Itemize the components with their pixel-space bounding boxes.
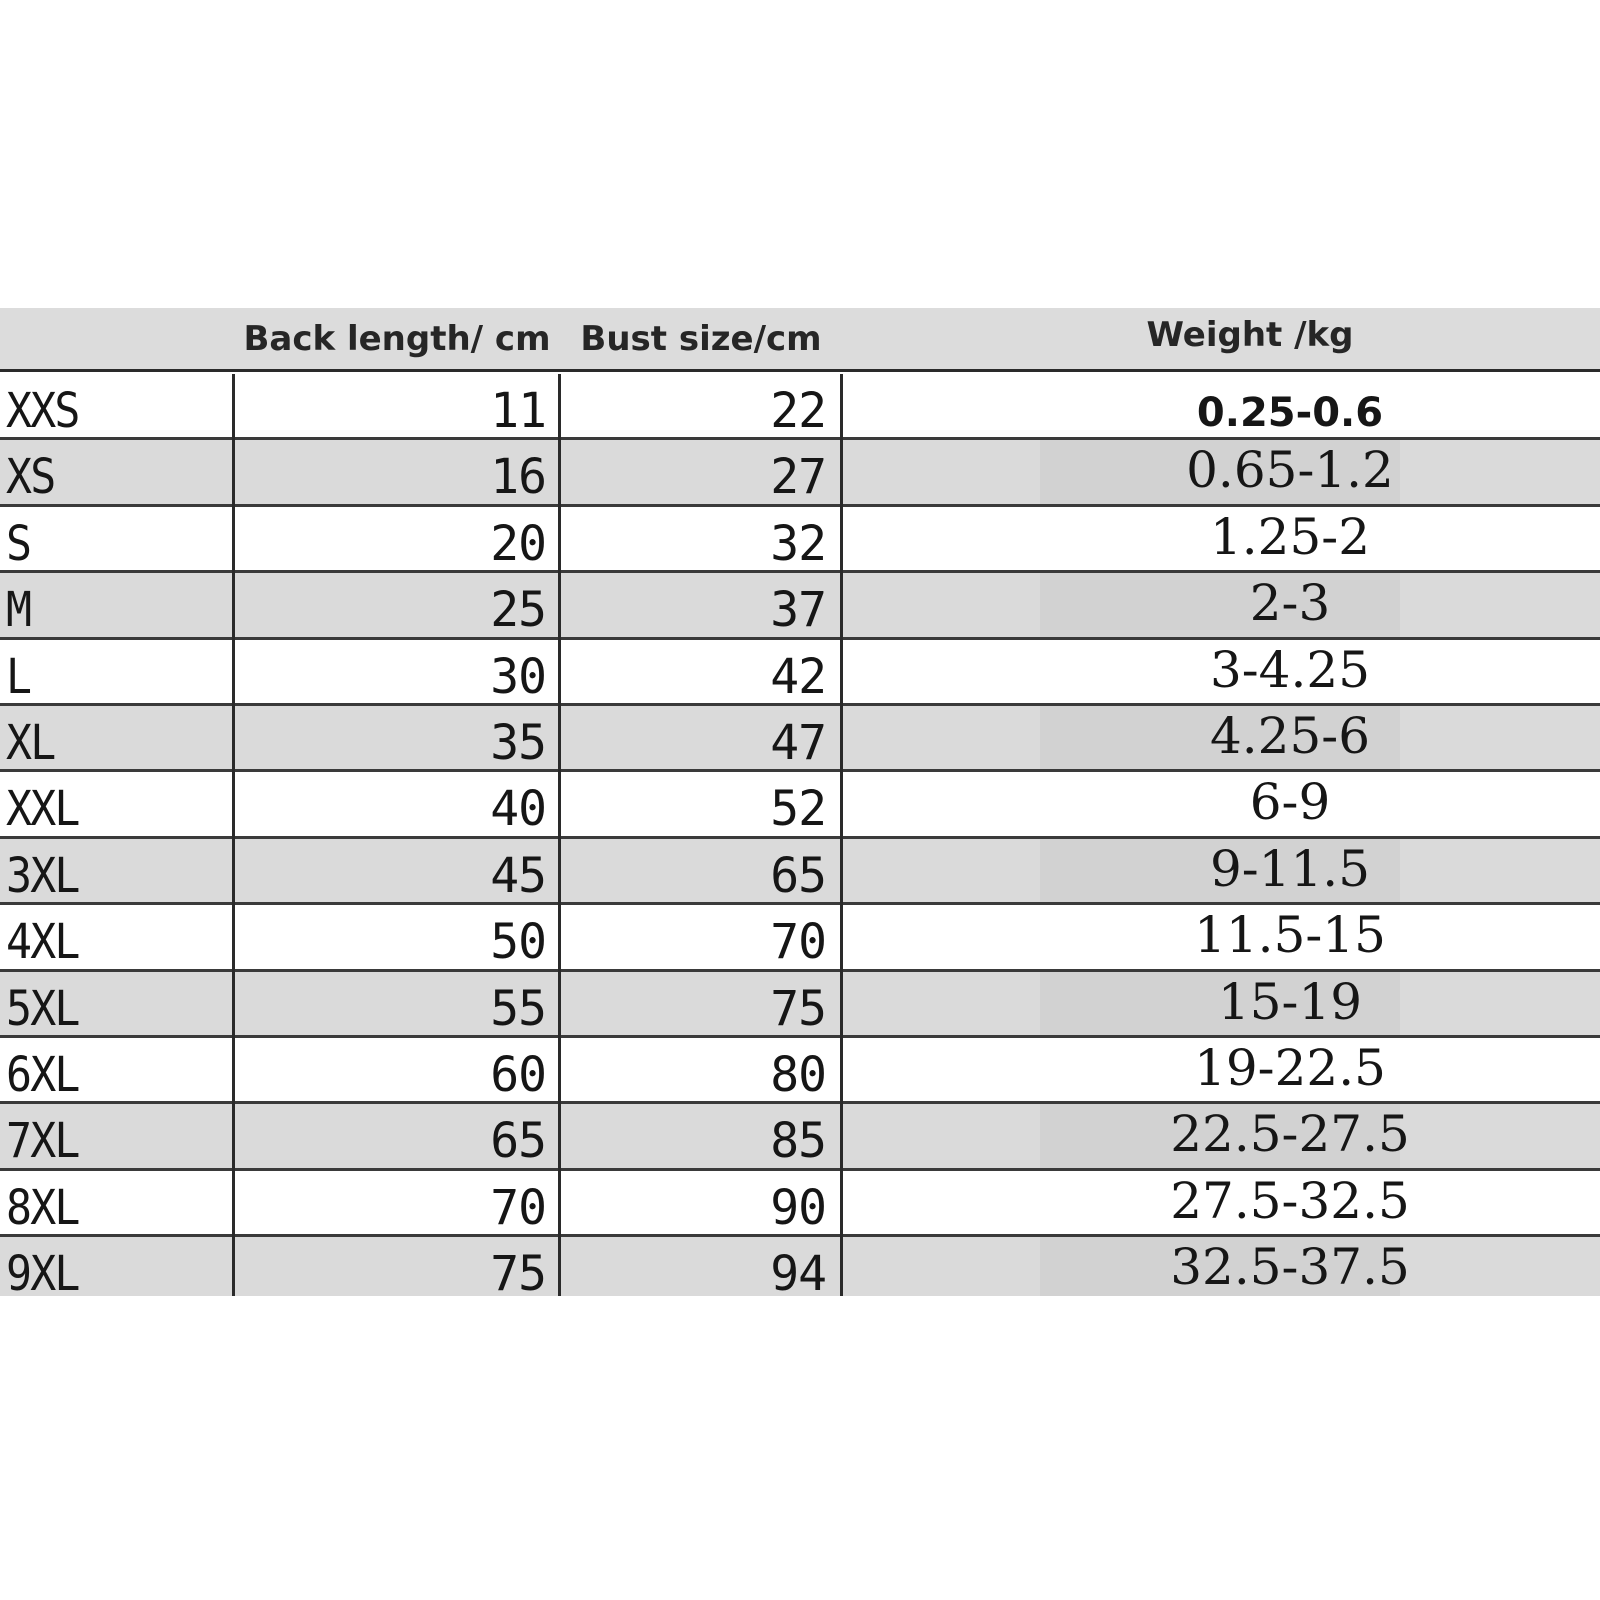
bust-size-cell: 85 [770,1113,826,1170]
size-cell: S [6,515,31,572]
size-cell: 6XL [6,1046,79,1103]
back-length-cell: 11 [490,383,546,439]
bust-size-cell: 22 [770,383,826,439]
size-cell: 5XL [6,980,79,1037]
weight-cell: 0.65-1.2 [1186,441,1394,500]
header-weight: Weight /kg [1146,315,1354,355]
bust-size-cell: 75 [770,980,826,1037]
weight-cell: 22.5-27.5 [1170,1105,1410,1164]
size-cell: 3XL [6,847,79,904]
size-cell: XL [6,714,55,771]
back-length-cell: 60 [490,1046,546,1103]
back-length-cell: 75 [490,1246,546,1296]
table-row [0,573,1600,639]
table-row [0,772,1600,838]
size-cell: 7XL [6,1113,79,1170]
weight-cell: 19-22.5 [1194,1038,1386,1097]
table-row [0,706,1600,772]
table-body [0,374,1600,1296]
header-bust-size: Bust size/cm [580,319,822,359]
back-length-cell: 45 [490,847,546,904]
back-length-cell: 35 [490,714,546,771]
weight-cell: 0.25-0.6 [1196,390,1384,436]
back-length-cell: 65 [490,1113,546,1170]
size-cell: 8XL [6,1179,79,1236]
weight-cell: 3-4.25 [1209,640,1371,699]
bust-size-cell: 52 [770,781,826,838]
table-header-row [0,308,1600,372]
weight-cell: 2-3 [1249,574,1331,633]
bust-size-cell: 80 [770,1046,826,1103]
bust-size-cell: 65 [770,847,826,904]
size-chart-table [0,308,1600,1296]
back-length-cell: 30 [490,648,546,705]
back-length-cell: 20 [490,515,546,572]
bust-size-cell: 90 [770,1179,826,1236]
weight-cell: 9-11.5 [1209,839,1371,898]
weight-cell: 15-19 [1217,972,1363,1031]
back-length-cell: 40 [490,781,546,838]
table-row [0,1104,1600,1170]
bust-size-cell: 94 [770,1246,826,1296]
table-row [0,1038,1600,1104]
table-row [0,640,1600,706]
size-cell: XXL [6,781,79,838]
size-cell: L [6,648,31,705]
table-row [0,1237,1600,1296]
table-row [0,507,1600,573]
table-row [0,440,1600,506]
weight-cell: 27.5-32.5 [1170,1171,1410,1230]
bust-size-cell: 37 [770,582,826,639]
weight-cell: 1.25-2 [1209,507,1371,566]
size-cell: XS [6,449,55,506]
weight-cell: 4.25-6 [1209,706,1371,765]
column-divider [840,374,843,1296]
back-length-cell: 50 [490,914,546,971]
table-row [0,905,1600,971]
size-cell: XXS [6,383,79,439]
weight-cell: 11.5-15 [1194,906,1386,965]
table-row [0,839,1600,905]
bust-size-cell: 70 [770,914,826,971]
bust-size-cell: 42 [770,648,826,705]
table-row [0,374,1600,440]
bust-size-cell: 32 [770,515,826,572]
back-length-cell: 70 [490,1179,546,1236]
header-back-length: Back length/ cm [243,319,551,359]
back-length-cell: 16 [490,449,546,506]
bust-size-cell: 47 [770,714,826,771]
table-row [0,1171,1600,1237]
weight-cell: 6-9 [1249,773,1331,832]
table-row [0,972,1600,1038]
size-cell: 9XL [6,1246,79,1296]
back-length-cell: 25 [490,582,546,639]
bust-size-cell: 27 [770,449,826,506]
size-cell: 4XL [6,914,79,971]
weight-cell: 32.5-37.5 [1170,1238,1410,1296]
size-cell: M [6,582,31,639]
back-length-cell: 55 [490,980,546,1037]
column-divider [558,374,561,1296]
column-divider [232,374,235,1296]
